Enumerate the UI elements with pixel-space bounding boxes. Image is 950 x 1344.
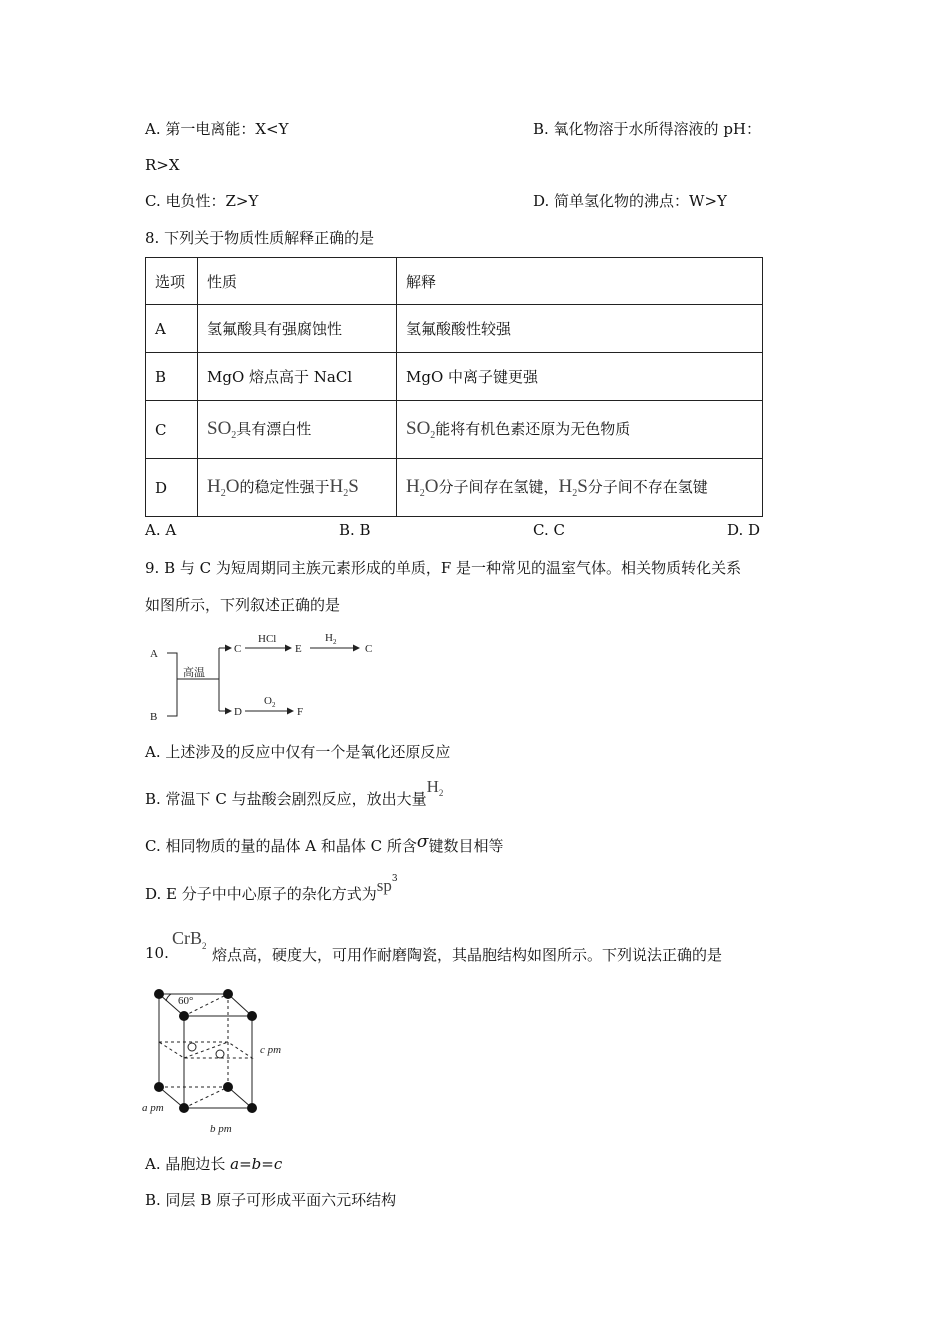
node-a: A xyxy=(150,648,158,660)
table-row xyxy=(146,401,763,459)
row-explanation: MgO 中离子键更强 xyxy=(397,353,763,401)
q9-stem-line1: 9. B 与 C 为短周期同主族元素形成的单质，F 是一种常见的温室气体。相关物质转化关系 xyxy=(145,559,742,577)
q7-option-b: B. 氧化物溶于水所得溶液的 pH： xyxy=(533,120,762,138)
q7-option-d: D. 简单氢化物的沸点：W>Y xyxy=(533,192,727,210)
b-dimension-label: b pm xyxy=(210,1123,232,1135)
row-explanation: 氢氟酸酸性较强 xyxy=(397,305,763,353)
cr-atom xyxy=(223,1082,233,1092)
row-property: MgO 熔点高于 NaCl xyxy=(198,353,397,401)
q9-reaction-diagram xyxy=(145,628,390,728)
row-option: A xyxy=(146,305,198,353)
q7-option-b-continued: R>X xyxy=(145,156,180,174)
q10-option-a: A. 晶胞边长 a=b=c xyxy=(145,1155,283,1173)
header-property: 性质 xyxy=(198,258,397,305)
q10-stem: 熔点高，硬度大，可用作耐磨陶瓷，其晶胞结构如图所示。下列说法正确的是 xyxy=(212,946,723,964)
formula-so2: SO xyxy=(207,418,232,439)
cr-atom xyxy=(223,989,233,999)
b-atom xyxy=(216,1050,224,1058)
row-explanation: $SO_2$能将有机色素还原为无色物质 xyxy=(397,401,763,459)
cr-atom xyxy=(154,1082,164,1092)
header-explanation: 解释 xyxy=(397,258,763,305)
q8-answer-c: C. C xyxy=(533,521,565,539)
node-d: D xyxy=(234,706,242,718)
cr-atom xyxy=(179,1103,189,1113)
q8-table xyxy=(145,257,763,517)
row-property: $SO_2$具有漂白性 xyxy=(198,401,397,459)
table-header-row xyxy=(146,258,763,305)
q10-formula-crb2: CrB$_2$ xyxy=(172,928,207,951)
c-dimension-label: c pm xyxy=(260,1044,282,1056)
q9-option-d: D. E 分子中中心原子的杂化方式为$sp^3$ xyxy=(145,874,398,903)
row-explanation: $H_2O$分子间存在氢键，$H_2S$分子间不存在氢键 xyxy=(397,459,763,517)
row-property: 氢氟酸具有强腐蚀性 xyxy=(198,305,397,353)
q10-unit-cell-diagram xyxy=(140,980,300,1140)
q7-option-c: C. 电负性：Z>Y xyxy=(145,192,259,210)
node-c: C xyxy=(234,643,242,655)
angle-label: 60° xyxy=(178,995,194,1007)
cr-atom xyxy=(154,989,164,999)
a-dimension-label: a pm xyxy=(142,1102,164,1114)
q9-option-a: A. 上述涉及的反应中仅有一个是氧化还原反应 xyxy=(145,743,451,761)
table-row xyxy=(146,305,763,353)
row-property: $H_2O$的稳定性强于$H_2S$ xyxy=(198,459,397,517)
row-option: B xyxy=(146,353,198,401)
formula-so2: SO xyxy=(406,418,431,439)
header-option: 选项 xyxy=(146,258,198,305)
row-option: D xyxy=(146,459,198,517)
node-b: B xyxy=(150,711,158,723)
node-f: F xyxy=(297,706,304,718)
q9-option-c: C. 相同物质的量的晶体 A 和晶体 C 所含σ键数目相等 xyxy=(145,832,504,855)
table-row xyxy=(146,353,763,401)
q9-stem-line2: 如图所示，下列叙述正确的是 xyxy=(145,596,341,614)
q8-stem: 8. 下列关于物质性质解释正确的是 xyxy=(145,229,375,247)
reagent-o2: $O_2$ xyxy=(264,695,276,709)
table-row xyxy=(146,459,763,517)
q8-answer-a: A. A xyxy=(145,521,177,539)
q8-answer-b: B. B xyxy=(339,521,371,539)
q9-option-b: B. 常温下 C 与盐酸会剧烈反应，放出大量$H^2$ xyxy=(145,777,444,808)
cr-atom xyxy=(247,1011,257,1021)
q7-option-a: A. 第一电离能：X<Y xyxy=(145,120,289,138)
node-e: E xyxy=(295,643,302,655)
q10-number: 10. xyxy=(145,944,169,962)
reagent-h2: $H_2$ xyxy=(325,632,337,646)
reagent-hcl: HCl xyxy=(258,633,277,645)
row-option: C xyxy=(146,401,198,459)
node-c-product: C xyxy=(365,643,373,655)
cr-atom xyxy=(179,1011,189,1021)
cr-atom xyxy=(247,1103,257,1113)
q8-answer-d: D. D xyxy=(727,521,761,539)
condition-high-temp: 高温 xyxy=(183,667,205,679)
q10-option-b: B. 同层 B 原子可形成平面六元环结构 xyxy=(145,1191,397,1209)
b-atom xyxy=(188,1043,196,1051)
